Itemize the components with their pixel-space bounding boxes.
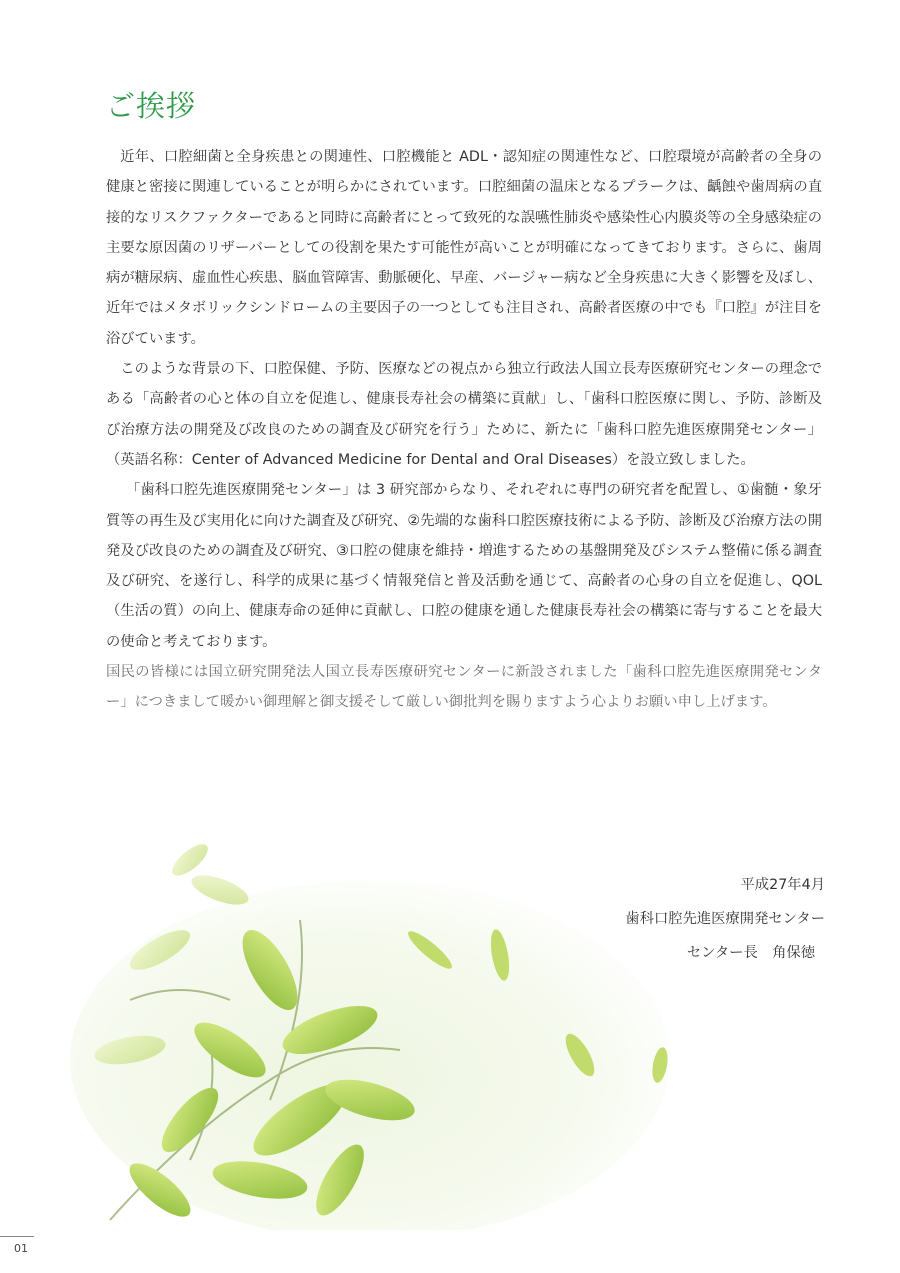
body-text [106, 142, 822, 718]
signature-block [625, 868, 825, 970]
page-title: ご挨拶 [106, 89, 197, 123]
paragraph-4: 国民の皆様には国立研究開発法人国立長寿医療研究センターに新設されました「歯科口腔先進医療開発センター」につきまして暖かい御理解と御支援そして厳しい御批判を賜りますよう心よりお願い申し上げます。 [106, 664, 822, 711]
leaf-illustration [70, 800, 710, 1230]
paragraph-1: 近年、口腔細菌と全身疾患との関連性、口腔機能と ADL・認知症の関連性など、口腔環境が高齢者の全身の健康と密接に関連していることが明らかにされています。口腔細菌の温床となるプラークは、齲蝕や歯周病の直接的なリスクファクターであると同時に高齢者にとって致死的な誤嚥性肺炎や感染性心内膜炎等の全身感染症の主要な原因菌のリザーバーとしての役割を果たす可能性が高いことが明確になってきております。さらに、歯周病が糖尿病、虚血性心疾患、脳血管障害、動脈硬化、早産、バージャー病など全身疾患に大きく影響を及ぼし、近年ではメタボリックシンドロームの主要因子の一つとしても注目され、高齢者医療の中でも『口腔』が注目を浴びています。 [106, 149, 822, 347]
page-number: 01 [14, 1242, 28, 1255]
page-number-rule [0, 1236, 34, 1237]
signature-name: センター長 角保徳 [686, 945, 815, 961]
signature-organization: 歯科口腔先進医療開発センター [625, 911, 825, 927]
paragraph-2: このような背景の下、口腔保健、予防、医療などの視点から独立行政法人国立長寿医療研究センターの理念である「高齢者の心と体の自立を促進し、健康長寿社会の構築に貢献」し、「歯科口腔医療に関し、予防、診断及び治療方法の開発及び改良のための調査及び研究を行う」ために、新たに「歯科口腔先進医療開発センター」（英語名称：Center of Advanced Medicine for Dental and Oral Diseases）を設立致しました。 [106, 361, 822, 468]
paragraph-3: 「歯科口腔先進医療開発センター」は 3 研究部からなり、それぞれに専門の研究者を配置し、①歯髄・象牙質等の再生及び実用化に向けた調査及び研究、②先端的な歯科口腔医療技術による予防、診断及び治療方法の開発及び改良のための調査及び研究、③口腔の健康を維持・増進するための基盤開発及びシステム整備に係る調査及び研究、を遂行し、科学的成果に基づく情報発信と普及活動を通じて、高齢者の心身の自立を促進し、QOL（生活の質）の向上、健康寿命の延伸に貢献し、口腔の健康を通した健康長寿社会の構築に寄与することを最大の使命と考えております。 [106, 482, 822, 650]
signature-date: 平成27年4月 [740, 877, 825, 893]
